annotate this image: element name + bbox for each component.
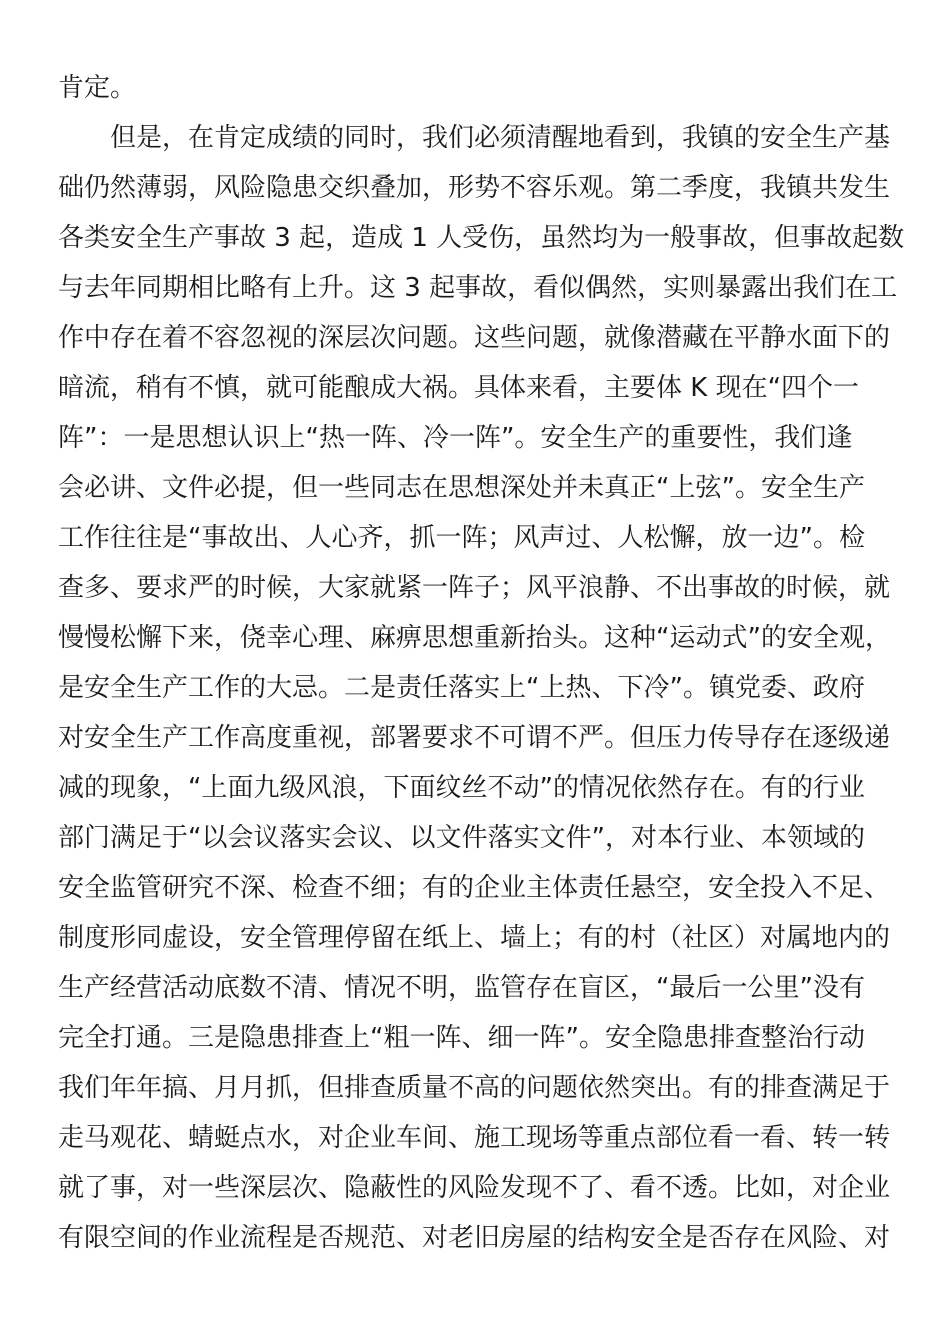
text-line: 作中存在着不容忽视的深层次问题。这些问题，就像潜藏在平静水面下的 [58,323,891,353]
text-line: 与去年同期相比略有上升。这 3 起事故，看似偶然，实则暴露出我们在工 [58,273,898,303]
body-text [58,63,905,1263]
text-line: 查多、要求严的时候，大家就紧一阵子；风平浪静、不出事故的时候，就 [58,573,891,603]
text-line: 部门满足于“以会议落实会议、以文件落实文件”，对本行业、本领域的 [58,823,865,853]
text-line: 会必讲、文件必提，但一些同志在思想深处并未真正“上弦”。安全生产 [58,473,865,503]
text-line: 暗流，稍有不慎，就可能酿成大祸。具体来看，主要体 K 现在“四个一 [58,373,860,403]
text-line: 但是，在肯定成绩的同时，我们必须清醒地看到，我镇的安全生产基 [110,123,891,153]
text-line: 就了事，对一些深层次、隐蔽性的风险发现不了、看不透。比如，对企业 [58,1173,891,1203]
text-line: 完全打通。三是隐患排查上“粗一阵、细一阵”。安全隐患排查整治行动 [58,1023,865,1053]
text-line: 础仍然薄弱，风险隐患交织叠加，形势不容乐观。第二季度，我镇共发生 [58,173,891,203]
text-line: 有限空间的作业流程是否规范、对老旧房屋的结构安全是否存在风险、对 [58,1223,891,1253]
text-line: 是安全生产工作的大忌。二是责任落实上“上热、下冷”。镇党委、政府 [58,673,865,703]
text-line: 工作往往是“事故出、人心齐，抓一阵；风声过、人松懈，放一边”。检 [58,523,865,553]
text-line: 安全监管研究不深、检查不细；有的企业主体责任悬空，安全投入不足、 [58,873,891,903]
text-line: 阵”：一是思想认识上“热一阵、冷一阵”。安全生产的重要性，我们逢 [58,423,853,453]
text-line: 各类安全生产事故 3 起，造成 1 人受伤，虽然均为一般事故，但事故起数 [58,223,905,253]
text-line: 减的现象，“上面九级风浪，下面纹丝不动”的情况依然存在。有的行业 [58,773,865,803]
text-line: 肯定。 [58,73,137,103]
text-line: 对安全生产工作高度重视，部署要求不可谓不严。但压力传导存在逐级递 [58,723,891,753]
text-line: 生产经营活动底数不清、情况不明，监管存在盲区，“最后一公里”没有 [58,973,865,1003]
text-line: 制度形同虚设，安全管理停留在纸上、墙上；有的村（社区）对属地内的 [58,923,891,953]
text-line: 慢慢松懈下来，侥幸心理、麻痹思想重新抬头。这种“运动式”的安全观， [58,623,891,653]
text-line: 我们年年搞、月月抓，但排查质量不高的问题依然突出。有的排查满足于 [58,1073,891,1103]
text-line: 走马观花、蜻蜓点水，对企业车间、施工现场等重点部位看一看、转一转 [58,1123,891,1153]
